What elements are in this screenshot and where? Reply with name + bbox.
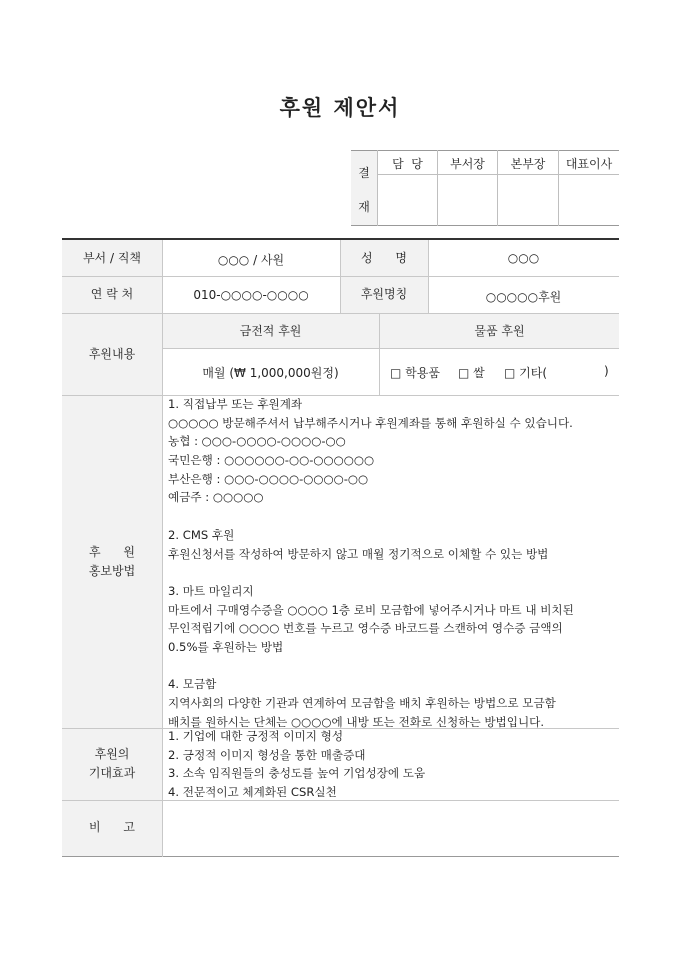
effect-label-line1: 후원의 <box>94 747 130 761</box>
remarks-label: 비 고 <box>88 820 136 834</box>
approval-role-manager: 담 당 <box>392 157 423 171</box>
effect-text-line: 3. 소속 임직원들의 충성도를 높여 기업성장에 도움 <box>168 766 426 781</box>
contact-label: 연 락 처 <box>90 287 134 301</box>
promo-text-line: 예금주 : ○○○○○ <box>168 490 264 505</box>
name-value: ○○○ <box>507 251 540 265</box>
divider <box>351 150 619 151</box>
promo-text-line: 국민은행 : ○○○○○○-○○-○○○○○○ <box>168 453 375 468</box>
money-header: 금전적 후원 <box>239 324 302 338</box>
approval-role-ceo: 대표이사 <box>565 157 613 171</box>
effect-text-line: 2. 긍정적 이미지 형성을 통한 매출증대 <box>168 747 366 762</box>
promo-text <box>168 395 616 731</box>
goods-option-rice: □ 쌀 <box>458 366 485 380</box>
divider <box>62 856 619 857</box>
approval-box <box>351 150 619 226</box>
promo-text-line <box>168 507 616 526</box>
promo-text-line <box>168 657 616 676</box>
promo-text-line <box>168 563 616 582</box>
approval-role-dept-head: 부서장 <box>450 157 485 171</box>
promo-text-line: 마트에서 구매영수증을 ○○○○ 1층 로비 모금함에 넣어주시거나 마트 내 비치된 <box>168 602 574 617</box>
promo-text-line: 1. 직접납부 또는 후원계좌 <box>168 397 303 411</box>
approval-role-division-head: 본부장 <box>510 157 546 171</box>
promo-text-line: 농협 : ○○○-○○○○-○○○○-○○ <box>168 434 346 449</box>
divider <box>351 225 619 226</box>
divider <box>62 313 619 314</box>
dept-value: ○○○ / 사원 <box>217 253 285 267</box>
promo-label-line1: 후 원 <box>88 545 136 559</box>
goods-option-other-close: ) <box>604 364 609 378</box>
promo-label-line2: 홍보방법 <box>88 564 136 578</box>
document-title: 후원 제안서 <box>279 96 401 120</box>
promo-text-line: 무인적립기에 ○○○○ 번호를 누르고 영수증 바코드를 스캔하여 영수증 금액의 <box>168 621 563 636</box>
content-label: 후원내용 <box>88 347 136 361</box>
sponsor-name-label: 후원명칭 <box>360 287 408 301</box>
divider <box>377 174 619 175</box>
goods-header: 물품 후원 <box>474 324 525 338</box>
promo-text-line: 지역사회의 다양한 기관과 연계하여 모금함을 배치 후원하는 방법으로 모금함 <box>168 696 556 710</box>
divider <box>162 348 619 349</box>
promo-text-line: 후원신청서를 작성하여 방문하지 않고 매월 정기적으로 이체할 수 있는 방법 <box>168 546 549 561</box>
promo-text-line: 배치를 원하시는 단체는 ○○○○에 내방 또는 전화로 신청하는 방법입니다. <box>168 714 545 729</box>
name-label: 성 명 <box>360 251 408 265</box>
goods-option-stationery: □ 학용품 <box>390 366 440 380</box>
approval-jae-label: 재 <box>358 200 370 214</box>
dept-label: 부서 / 직책 <box>82 251 142 265</box>
effect-text-line: 4. 전문적이고 체계화된 CSR실천 <box>168 785 337 800</box>
sponsor-name-value: ○○○○○후원 <box>485 290 562 304</box>
promo-text-line: ○○○○○ 방문해주셔서 납부해주시거나 후원계좌를 통해 후원하실 수 있습니다. <box>168 415 573 430</box>
approval-gyeol-label: 결 <box>358 166 370 180</box>
promo-text-line: 4. 모금함 <box>168 677 217 692</box>
promo-text-line: 3. 마트 마일리지 <box>168 583 254 598</box>
goods-option-other: □ 기타( <box>504 366 548 380</box>
contact-value: 010-○○○○-○○○○ <box>193 288 309 302</box>
effect-label-line2: 기대효과 <box>88 766 136 780</box>
effect-text-line: 1. 기업에 대한 긍정적 이미지 형성 <box>168 729 344 743</box>
promo-text-line: 부산은행 : ○○○-○○○○-○○○○-○○ <box>168 471 369 486</box>
effect-text <box>168 727 616 802</box>
promo-text-line: 2. CMS 후원 <box>168 527 235 542</box>
promo-text-line: 0.5%를 후원하는 방법 <box>168 639 284 654</box>
money-value: 매월 (₩ 1,000,000원정) <box>202 366 339 380</box>
